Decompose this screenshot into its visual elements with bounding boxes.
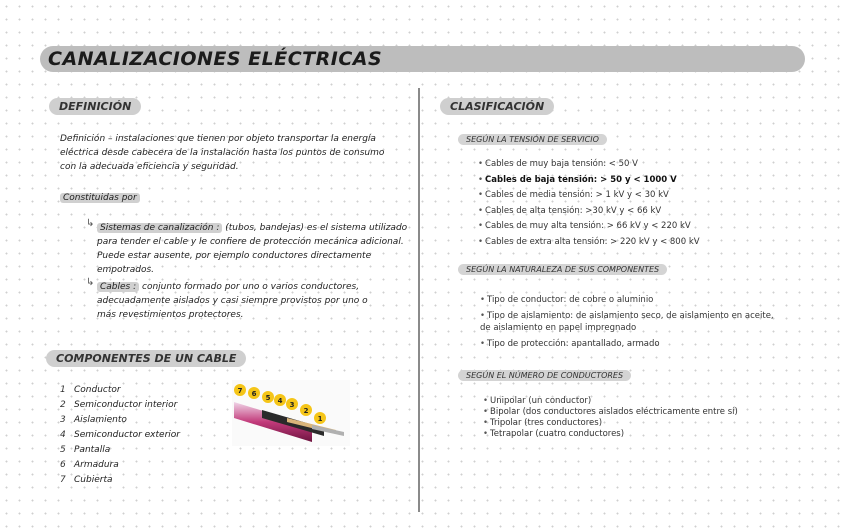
componente-item bbox=[60, 383, 180, 398]
bullet-icon: • bbox=[478, 174, 484, 185]
list-item-text: Cables de baja tensión: > 50 y < 1000 V bbox=[485, 174, 677, 185]
list-item-text: Tipo de conductor: de cobre o aluminio bbox=[487, 295, 654, 305]
list-item-text: Tripolar (tres conductores) bbox=[490, 418, 603, 428]
clasificacion-heading: CLASIFICACIÓN bbox=[440, 98, 554, 115]
componente-number: 1 bbox=[60, 385, 66, 395]
componente-item bbox=[60, 398, 180, 413]
bullet-icon: • bbox=[478, 159, 484, 169]
list-item bbox=[478, 173, 700, 189]
list-item bbox=[483, 418, 738, 429]
list-item-text: Cables de media tensión: > 1 kV y < 30 kV bbox=[485, 190, 669, 200]
componentes-heading: COMPONENTES DE UN CABLE bbox=[46, 350, 246, 367]
componente-label: Semiconductor interior bbox=[74, 400, 178, 410]
cable-label-number: 3 bbox=[289, 401, 295, 409]
cable-label-number: 2 bbox=[303, 407, 309, 415]
column-divider bbox=[418, 88, 420, 512]
cables-text: conjunto formado por uno o varios conductores, adecuadamente aislados y casi siempre provistos por uno o más revestimientos protectores. bbox=[97, 282, 368, 320]
bullet-icon: • bbox=[480, 295, 486, 305]
list-item bbox=[478, 235, 700, 251]
list-item-text: Tipo de protección: apantallado, armado bbox=[487, 339, 660, 349]
definicion-heading: DEFINICIÓN bbox=[49, 98, 141, 115]
list-item bbox=[478, 219, 700, 235]
list-item-text: Cables de muy baja tensión: < 50 V bbox=[485, 159, 638, 169]
list-item bbox=[478, 188, 700, 204]
bullet-icon: • bbox=[478, 236, 484, 247]
list-item bbox=[480, 338, 780, 350]
bullet-icon: • bbox=[480, 339, 486, 349]
arrow-icon: ↳ bbox=[86, 218, 95, 229]
numero-heading: SEGÚN EL NÚMERO DE CONDUCTORES bbox=[458, 370, 631, 381]
bullet-icon: • bbox=[478, 205, 484, 216]
list-item-text: Cables de alta tensión: >30 kV y < 66 kV bbox=[485, 205, 662, 216]
list-item-text: Bipolar (dos conductores aislados eléctricamente entre sí) bbox=[490, 407, 738, 417]
list-item bbox=[483, 407, 738, 418]
list-item-text: Cables de muy alta tensión: > 66 kV y < 220 kV bbox=[485, 221, 691, 231]
cable-illustration bbox=[232, 380, 350, 446]
componente-label: Semiconductor exterior bbox=[74, 430, 180, 440]
cable-label-number: 7 bbox=[237, 387, 243, 395]
tension-heading: SEGÚN LA TENSIÓN DE SERVICIO bbox=[458, 134, 607, 145]
componente-number: 5 bbox=[60, 445, 66, 455]
list-item-text: Cables de extra alta tensión: > 220 kV y < 800 kV bbox=[485, 236, 700, 247]
sistemas-label: Sistemas de canalización : bbox=[97, 223, 222, 233]
bullet-icon: • bbox=[483, 407, 489, 417]
cables-label: Cables : bbox=[97, 282, 139, 292]
constituidas-label bbox=[60, 191, 140, 205]
definicion-text: Definición – instalaciones que tienen por objeto transportar la energía eléctrica desde cabecera de la instalación hasta los puntos de consumo con la adecuada eficiencia y seguridad. bbox=[60, 134, 385, 172]
bullet-icon: • bbox=[483, 396, 489, 406]
componente-label: Armadura bbox=[74, 460, 119, 470]
componente-label: Aislamiento bbox=[74, 415, 127, 425]
constituidas-highlight: Constituidas por bbox=[60, 193, 140, 203]
naturaleza-list bbox=[480, 294, 780, 354]
componente-item bbox=[60, 413, 180, 428]
componente-item bbox=[60, 428, 180, 443]
componente-item bbox=[60, 443, 180, 458]
cable-label-number: 5 bbox=[265, 394, 271, 402]
arrow-icon: ↳ bbox=[86, 277, 95, 288]
bullet-icon: • bbox=[478, 190, 484, 200]
componente-label: Conductor bbox=[74, 385, 121, 395]
componente-number: 4 bbox=[60, 430, 66, 440]
componente-number: 6 bbox=[60, 460, 66, 470]
componente-item bbox=[60, 458, 180, 473]
componente-number: 3 bbox=[60, 415, 66, 425]
cable-label-number: 6 bbox=[251, 390, 257, 398]
page-title: CANALIZACIONES ELÉCTRICAS bbox=[48, 48, 383, 70]
bullet-icon: • bbox=[480, 311, 486, 321]
list-item bbox=[478, 157, 700, 173]
cables-block bbox=[97, 280, 387, 322]
componentes-list bbox=[60, 383, 180, 488]
numero-list bbox=[483, 396, 738, 440]
list-item bbox=[478, 204, 700, 220]
list-item-text: Tipo de aislamiento: de aislamiento seco, de aislamiento en aceite, de aislamiento en papel impregnado bbox=[480, 311, 774, 333]
list-item bbox=[483, 396, 738, 407]
list-item bbox=[480, 294, 780, 306]
bullet-icon: • bbox=[483, 418, 489, 428]
list-item-text: Tetrapolar (cuatro conductores) bbox=[490, 429, 625, 439]
list-item-text: Unipolar (un conductor) bbox=[490, 396, 592, 406]
bullet-icon: • bbox=[478, 221, 484, 231]
tension-list bbox=[478, 157, 700, 250]
sistemas-block bbox=[97, 221, 409, 277]
cable-label-number: 4 bbox=[277, 397, 283, 405]
naturaleza-heading: SEGÚN LA NATURALEZA DE SUS COMPONENTES bbox=[458, 264, 667, 275]
bullet-icon: • bbox=[483, 429, 489, 439]
componente-label: Pantalla bbox=[74, 445, 111, 455]
componente-item bbox=[60, 473, 180, 488]
list-item bbox=[483, 429, 738, 440]
sistemas-text: (tubos, bandejas) es el sistema utilizado para tender el cable y le confiere de protección mecánica adicional. Puede estar ausente, por ejemplo conductores directamente empotrados. bbox=[97, 223, 408, 275]
componente-label: Cubierta bbox=[74, 475, 113, 485]
componente-number: 7 bbox=[60, 475, 66, 485]
cable-label-number: 1 bbox=[317, 415, 323, 423]
componente-number: 2 bbox=[60, 400, 66, 410]
list-item bbox=[480, 310, 780, 334]
